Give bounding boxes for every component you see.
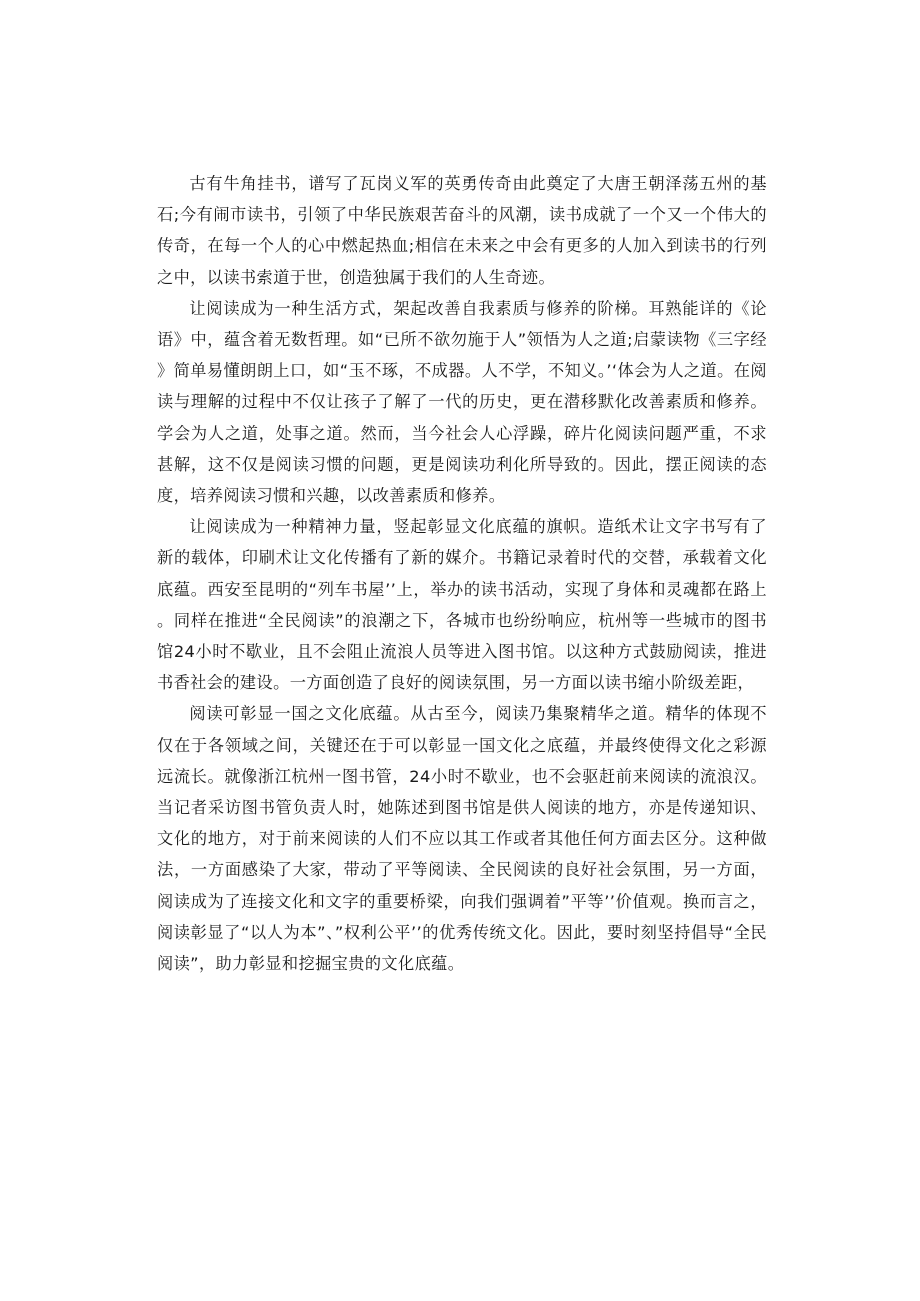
paragraph-1: 古有牛角挂书，谱写了瓦岗义军的英勇传奇由此奠定了大唐王朝泽荡五州的基石;今有闹市读书，引领了中华民族艰苦奋斗的风潮，读书成就了一个又一个伟大的传奇，在每一个人的心中燃起热血;相信在未来之中会有更多的人加入到读书的行列之中，以读书索道于世，创造独属于我们的人生奇迹。 [157, 174, 767, 287]
paragraph-3: 让阅读成为一种精神力量，竖起彰显文化底蕴的旗帜。造纸术让文字书写有了新的载体，印刷术让文化传播有了新的媒介。书籍记录着时代的交替，承载着文化底蕴。西安至昆明的“列车书屋’’上，举办的读书活动，实现了身体和灵魂都在路上。同样在推进“全民阅读”的浪潮之下，各城市也纷纷响应，杭州等一些城市的图书馆24小时不歇业，且不会阻止流浪人员等进入图书馆。以这种方式鼓励阅读，推进书香社会的建设。一方面创造了良好的阅读氛围，另一方面以读书缩小阶级差距， [157, 517, 767, 693]
document-body [157, 168, 767, 979]
paragraph-2: 让阅读成为一种生活方式，架起改善自我素质与修养的阶梯。耳熟能详的《论语》中，蕴含着无数哲理。如“已所不欲勿施于人”领悟为人之道;启蒙读物《三字经》简单易懂朗朗上口，如“玉不琢，不成器。人不学，不知义。’‘体会为人之道。在阅读与理解的过程中不仅让孩子了解了一代的历史，更在潜移默化改善素质和修养。学会为人之道，处事之道。然而，当今社会人心浮躁，碎片化阅读问题严重，不求甚解，这不仅是阅读习惯的问题，更是阅读功利化所导致的。因此，摆正阅读的态度，培养阅读习惯和兴趣，以改善素质和修养。 [157, 298, 767, 506]
paragraph-4: 阅读可彰显一国之文化底蕴。从古至今，阅读乃集聚精华之道。精华的体现不仅在于各领域之间，关键还在于可以彰显一国文化之底蕴，并最终使得文化之彩源远流长。就像浙江杭州一图书管，24小时不歇业，也不会驱赶前来阅读的流浪汉。当记者采访图书管负责人时，她陈述到图书馆是供人阅读的地方，亦是传递知识、文化的地方，对于前来阅读的人们不应以其工作或者其他任何方面去区分。这种做法，一方面感染了大家，带动了平等阅读、全民阅读的良好社会氛围，另一方面，阅读成为了连接文化和文字的重要桥梁，向我们强调着”平等’’价值观。换而言之，阅读彰显了“以人为本”、”权利公平’’的优秀传统文化。因此，要时刻坚持倡导“全民阅读”，助力彰显和挖掘宝贵的文化底蕴。 [157, 704, 767, 974]
